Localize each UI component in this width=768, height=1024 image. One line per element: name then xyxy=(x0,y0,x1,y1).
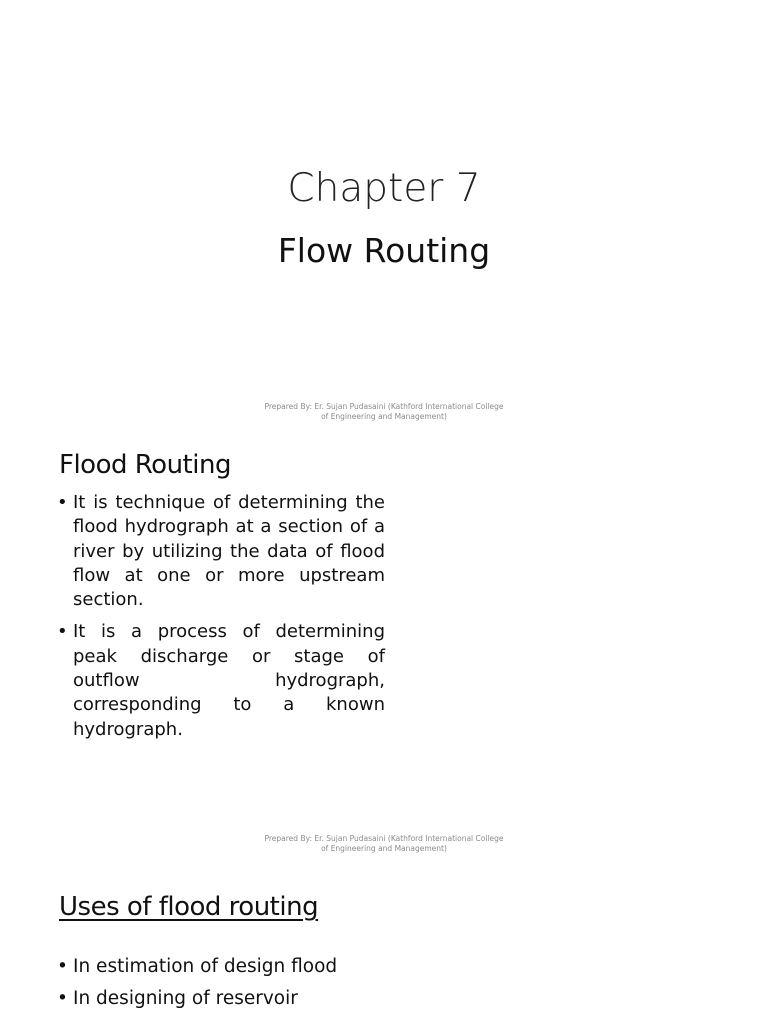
footer-line: Prepared By: Er. Sujan Pudasaini (Kathford International College xyxy=(264,834,504,843)
footer-line: of Engineering and Management) xyxy=(321,412,447,421)
bullet-item xyxy=(57,491,385,612)
slide-heading: Uses of flood routing xyxy=(59,892,319,922)
title-slide xyxy=(0,0,768,434)
bullet-text: It is technique of determining the flood hydrograph at a section of a river by utilizing the data of flood flow at one or more upstream section. xyxy=(73,492,385,611)
bullet-text: It is a process of determining peak discharge or stage of outflow hydrograph, corresponding to a known hydrograph. xyxy=(73,621,385,740)
bullet-list xyxy=(57,491,385,750)
chapter-title: Chapter 7 xyxy=(287,166,481,211)
bullet-item xyxy=(57,620,385,741)
footer-line: Prepared By: Er. Sujan Pudasaini (Kathford International College xyxy=(264,402,504,411)
bullet-list xyxy=(57,955,657,1019)
bullet-text: In designing of reservoir xyxy=(73,988,298,1009)
bullet-icon: • xyxy=(57,492,68,513)
slide-heading: Flood Routing xyxy=(59,450,231,480)
bullet-item xyxy=(57,987,657,1011)
footer-line: of Engineering and Management) xyxy=(321,844,447,853)
bullet-text: In estimation of design flood xyxy=(73,956,338,977)
bullet-icon: • xyxy=(57,988,68,1009)
chapter-subtitle: Flow Routing xyxy=(277,231,491,270)
flood-routing-slide xyxy=(0,434,768,868)
bullet-icon: • xyxy=(57,621,68,643)
uses-slide xyxy=(0,868,768,1024)
slide-footer xyxy=(250,834,518,854)
slide-footer xyxy=(250,402,518,422)
bullet-icon: • xyxy=(57,956,68,977)
bullet-item xyxy=(57,955,657,979)
